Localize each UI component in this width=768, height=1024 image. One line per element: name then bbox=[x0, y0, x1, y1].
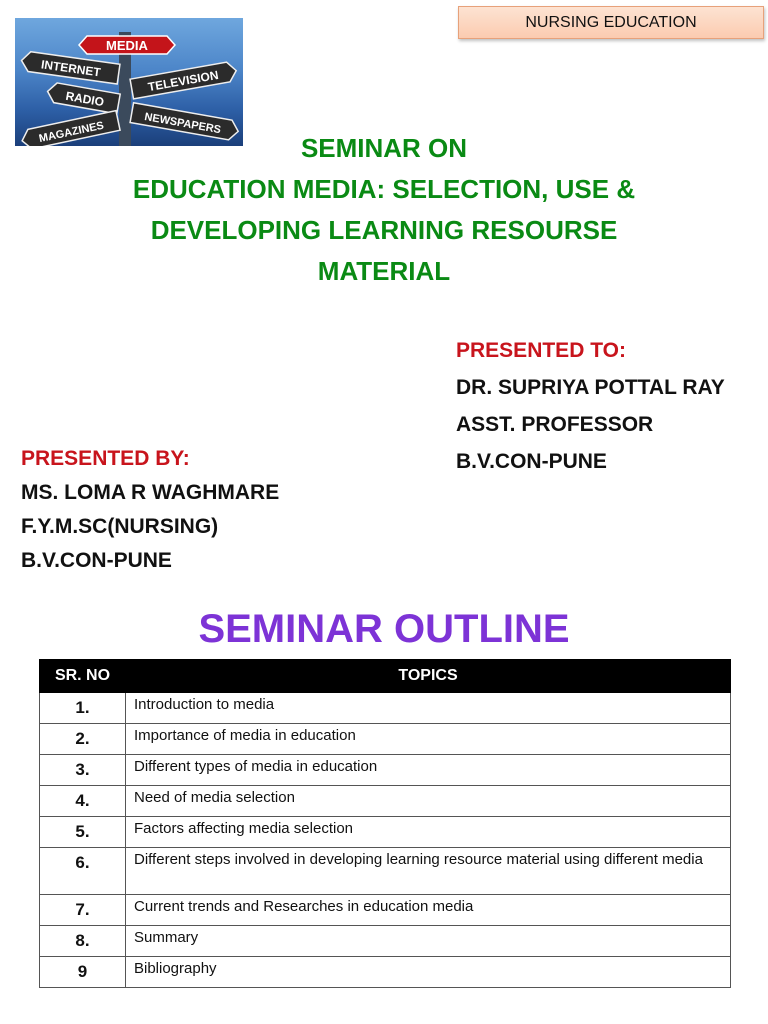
title-line-2: EDUCATION MEDIA: SELECTION, USE & bbox=[132, 174, 636, 204]
presented-by-block bbox=[21, 442, 279, 578]
row-topic: Different types of media in education bbox=[126, 755, 731, 786]
media-sign-text: MEDIA bbox=[106, 38, 148, 53]
title-line-4: MATERIAL bbox=[317, 256, 451, 286]
row-topic: Different steps involved in developing learning resource material using different media bbox=[126, 848, 731, 895]
signpost-illustration bbox=[15, 18, 243, 146]
internet-sign-text: INTERNET bbox=[40, 57, 102, 80]
outline-table bbox=[39, 659, 731, 988]
seminar-title bbox=[60, 128, 708, 292]
presented-by-course: F.Y.M.SC(NURSING) bbox=[21, 515, 219, 538]
row-number: 2. bbox=[40, 724, 126, 755]
row-number: 3. bbox=[40, 755, 126, 786]
presented-by-institute: B.V.CON-PUNE bbox=[21, 549, 172, 572]
row-topic: Introduction to media bbox=[126, 693, 731, 724]
table-row bbox=[40, 895, 731, 926]
radio-sign-text: RADIO bbox=[64, 88, 106, 110]
row-topic: Factors affecting media selection bbox=[126, 817, 731, 848]
row-number: 7. bbox=[40, 895, 126, 926]
presented-to-block bbox=[456, 332, 725, 480]
newspapers-sign-text: NEWSPAPERS bbox=[143, 110, 222, 137]
presented-by-heading: PRESENTED BY: bbox=[21, 447, 190, 470]
table-row bbox=[40, 817, 731, 848]
table-row bbox=[40, 693, 731, 724]
row-number: 1. bbox=[40, 693, 126, 724]
table-row bbox=[40, 926, 731, 957]
nursing-education-tag: NURSING EDUCATION bbox=[458, 6, 764, 39]
table-row bbox=[40, 786, 731, 817]
table-row bbox=[40, 724, 731, 755]
row-topic: Summary bbox=[126, 926, 731, 957]
row-number: 8. bbox=[40, 926, 126, 957]
row-topic: Current trends and Researches in education media bbox=[126, 895, 731, 926]
table-row bbox=[40, 755, 731, 786]
row-number: 9 bbox=[40, 957, 126, 988]
row-number: 4. bbox=[40, 786, 126, 817]
row-topic: Need of media selection bbox=[126, 786, 731, 817]
presented-to-institute: B.V.CON-PUNE bbox=[456, 450, 607, 473]
row-number: 6. bbox=[40, 848, 126, 895]
column-header-sr-no: SR. NO bbox=[40, 660, 126, 693]
presented-by-name: MS. LOMA R WAGHMARE bbox=[21, 481, 280, 504]
row-number: 5. bbox=[40, 817, 126, 848]
row-topic: Bibliography bbox=[126, 957, 731, 988]
column-header-topics: TOPICS bbox=[126, 660, 731, 693]
media-signpost-image bbox=[15, 18, 243, 146]
magazines-sign-text: MAGAZINES bbox=[37, 119, 105, 146]
television-sign-text: TELEVISION bbox=[146, 67, 220, 95]
title-line-3: DEVELOPING LEARNING RESOURSE bbox=[150, 215, 618, 245]
seminar-outline-heading: SEMINAR OUTLINE bbox=[198, 607, 570, 651]
table-row bbox=[40, 848, 731, 895]
presented-to-heading: PRESENTED TO: bbox=[456, 339, 626, 362]
title-line-1: SEMINAR ON bbox=[300, 133, 468, 163]
table-row bbox=[40, 957, 731, 988]
presented-to-name: DR. SUPRIYA POTTAL RAY bbox=[456, 376, 725, 399]
presented-to-designation: ASST. PROFESSOR bbox=[456, 413, 654, 436]
row-topic: Importance of media in education bbox=[126, 724, 731, 755]
